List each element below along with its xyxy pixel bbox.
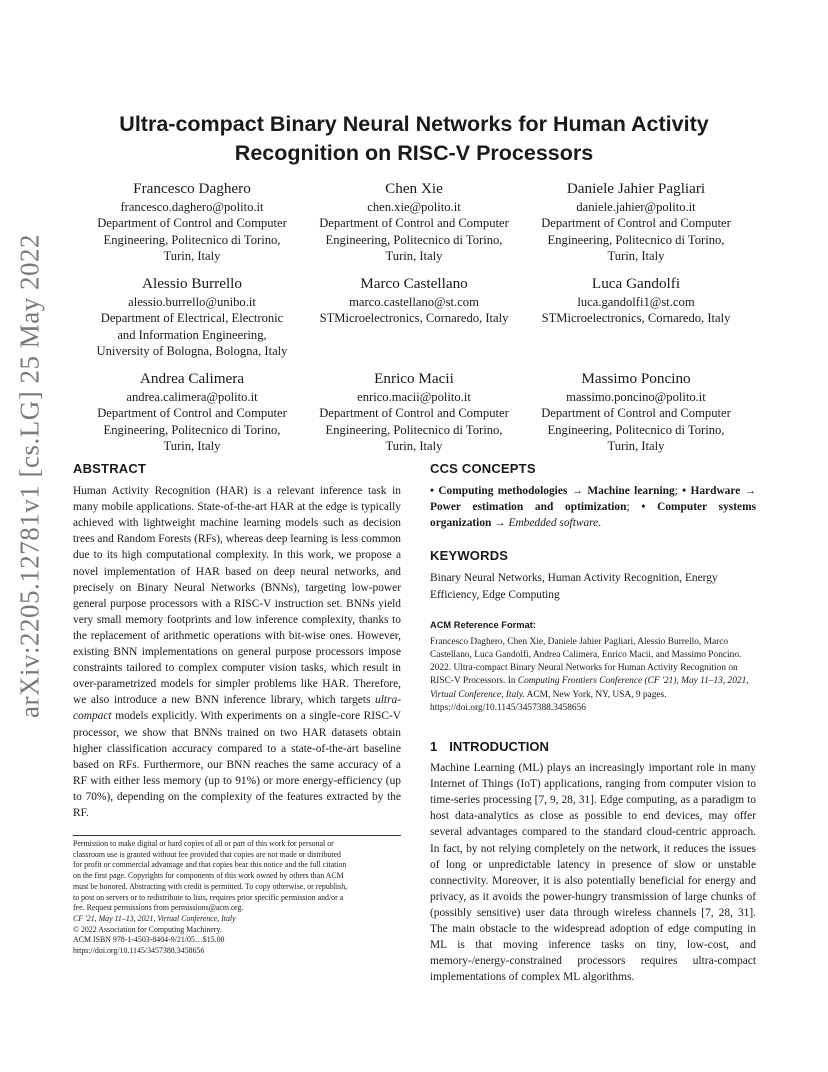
author-name: Luca Gandolfi (591, 275, 681, 292)
author-block (521, 369, 751, 455)
permission-line: classroom use is granted without fee provided that copies are not made or distributed (73, 849, 341, 859)
abstract-emphasis: ultra-compact (73, 694, 401, 723)
author-email: andrea.calimera@polito.it (126, 390, 258, 404)
author-affiliation: University of Bologna, Bologna, Italy (96, 344, 288, 359)
author-email: alessio.burrello@unibo.it (128, 295, 256, 309)
permission-line: Permission to make digital or hard copies of all or part of this work for personal or (73, 839, 334, 848)
author-affiliation: Turin, Italy (607, 439, 665, 454)
author-block (299, 274, 529, 327)
permission-line: fee. Request permissions from permissions@acm.org. (73, 903, 244, 913)
title-line: Ultra-compact Binary Neural Networks for Human Activity (119, 112, 709, 136)
author-email: massimo.poncino@polito.it (566, 390, 706, 404)
author-name: Daniele Jahier Pagliari (566, 180, 706, 197)
author-affiliation: Engineering, Politecnico di Torino, (547, 422, 725, 437)
permission-line: must be honored. Abstracting with credit is permitted. To copy otherwise, or republish, (73, 881, 348, 891)
author-affiliation: Department of Control and Computer (319, 406, 509, 421)
author-email: francesco.daghero@polito.it (120, 200, 264, 214)
author-affiliation: Department of Control and Computer (541, 406, 731, 421)
right-column (430, 461, 756, 985)
author-name: Marco Castellano (360, 275, 468, 292)
author-affiliation: and Information Engineering, (117, 327, 267, 342)
ccs-heading: CCS CONCEPTS (430, 461, 536, 476)
abstract-section (73, 461, 401, 821)
author-block (521, 179, 751, 265)
abstract-heading: ABSTRACT (73, 461, 147, 476)
abstract-text: Human Activity Recognition (HAR) is a relevant inference task in many mobile applications. State-of-the-art HAR at the edge is typically achieved with lightweight machine learning models such as decision trees and Random Forests (RFs), whereas deep learning is less common due to its high computational complexity. In this work, we propose a novel implementation of HAR based on deep neural networks, and precisely on Binary Neural Networks (BNNs), targeting low-power general purpose processors with a RISC-V instruction set. BNNs yield very small memory footprints and low inference complexity, thanks to the replacement of arithmetic operations with bit-wise ones. However, existing BNN implementations on general purpose processors impose constraints tailored to complex computer vision tasks, which result in over-parametrized models for simpler problems like HAR. Therefore, we also introduce a new BNN inference library, which targets (73, 485, 401, 707)
copyright-line: © 2022 Association for Computing Machinery. (73, 924, 222, 934)
author-affiliation: Department of Electrical, Electronic (100, 311, 284, 326)
author-affiliation: Turin, Italy (607, 249, 665, 264)
author-affiliation: Turin, Italy (163, 249, 221, 264)
arxiv-stamp: arXiv:2205.12781v1 [cs.LG] 25 May 2022 (14, 234, 45, 718)
author-affiliation: Engineering, Politecnico di Torino, (103, 422, 281, 437)
author-name: Andrea Calimera (139, 370, 245, 387)
introduction-heading: 1 INTRODUCTION (430, 738, 549, 754)
author-affiliation: Department of Control and Computer (541, 216, 731, 231)
isbn-line: ACM ISBN 978-1-4503-8404-9/21/05…$15.00 (73, 935, 225, 945)
author-name: Alessio Burrello (142, 275, 242, 292)
author-affiliation: Department of Control and Computer (319, 216, 509, 231)
author-affiliation: Turin, Italy (385, 439, 443, 454)
introduction-body: Machine Learning (ML) plays an increasingly important role in many Internet of Things (IoT) applications, ranging from computer vision to time-series processing [7, 9, 28, 31]. Edge computing, as a paradigm to host data-analytics as close as possible to end devices, may offer several advantages compared to the standard cloud-centric approach. In fact, by not relying completely on the network, it reduces the issues of long or unpredictable latency in presence of slow or unstable connectivity. Moreover, it is also potentially beneficial for energy and privacy, as it avoids the power-hungry transmission of large chunks of (possibly sensitive) user data through wireless channels [7, 28, 31]. The main obstacle to the widespread adoption of edge computing in ML is that moving inference tasks on tiny, low-cost, and memory-/energy-constrained processors requires ultra-compact implementations of complex ML algorithms. (430, 762, 756, 984)
author-affiliation: Turin, Italy (163, 439, 221, 454)
permission-line: on the first page. Copyrights for components of this work owned by others than ACM (73, 871, 344, 881)
author-affiliation: Department of Control and Computer (97, 216, 287, 231)
acm-reference-heading: ACM Reference Format: (430, 619, 536, 630)
abstract-body (73, 483, 401, 821)
keywords-text: Binary Neural Networks, Human Activity Recognition, Energy Efficiency, Edge Computing (430, 572, 718, 601)
author-name: Enrico Macii (374, 370, 454, 387)
permission-line: for profit or commercial advantage and that copies bear this notice and the full citation (73, 860, 347, 870)
author-email: chen.xie@polito.it (367, 200, 461, 214)
author-block (299, 369, 529, 455)
author-affiliation: Department of Control and Computer (97, 406, 287, 421)
ccs-concepts: • Computing methodologies → Machine learning; • Hardware → Power estimation and optimization; • Computer systems organization → Embedded software. (430, 485, 757, 530)
title-line: Recognition on RISC-V Processors (234, 141, 594, 165)
author-block (299, 179, 529, 265)
author-affiliation: Engineering, Politecnico di Torino, (547, 232, 725, 247)
author-affiliation: Engineering, Politecnico di Torino, (103, 232, 281, 247)
author-affiliation: STMicroelectronics, Cornaredo, Italy (319, 311, 509, 326)
author-affiliation: Engineering, Politecnico di Torino, (325, 232, 503, 247)
author-name: Francesco Daghero (133, 180, 251, 197)
author-block (77, 369, 307, 455)
abstract-text: models explicitly. With experiments on a single-core RISC-V processor, we show that BNNs trained on two HAR datasets obtain higher classification accuracy compared to a state-of-the-art baseline based on RFs. Furthermore, our BNN reaches the same accuracy of a RF with either less memory (up to 91%) or more energy-efficiency (up to 70%), depending on the complexity of the features extracted by the RF. (73, 710, 401, 819)
author-affiliation: Engineering, Politecnico di Torino, (325, 422, 503, 437)
doi-line: https://doi.org/10.1145/3457388.3458656 (73, 946, 205, 956)
author-block (77, 274, 307, 360)
author-affiliation: Turin, Italy (385, 249, 443, 264)
paper-title (76, 110, 752, 168)
permission-line: to post on servers or to redistribute to lists, requires prior specific permission and/or a (73, 892, 344, 902)
footnote-rule (73, 835, 401, 836)
author-affiliation: STMicroelectronics, Cornaredo, Italy (541, 311, 731, 326)
author-email: luca.gandolfi1@st.com (577, 295, 695, 309)
author-name: Chen Xie (385, 180, 443, 197)
keywords-heading: KEYWORDS (430, 548, 509, 564)
author-email: daniele.jahier@polito.it (576, 200, 696, 214)
permission-notice (73, 839, 403, 957)
author-block (521, 274, 751, 327)
author-name: Massimo Poncino (581, 370, 691, 387)
conference-line: CF '21, May 11–13, 2021, Virtual Conference, Italy (73, 913, 236, 923)
author-email: enrico.macii@polito.it (357, 390, 471, 404)
author-email: marco.castellano@st.com (349, 295, 479, 309)
acm-reference-text: Francesco Daghero, Chen Xie, Daniele Jahier Pagliari, Alessio Burrello, Marco Castellano, Luca Gandolfi, Andrea Calimera, Enrico Macii, and Massimo Poncino. 2022. Ultra-compact Binary Neural Networks for Human Activity Recognition on RISC-V Processors. In Computing Frontiers Conference (CF '21), May 11–13, 2021, Virtual Conference, Italy. ACM, New York, NY, USA, 9 pages. https://doi.org/10.1145/3457388.3458656 (430, 636, 749, 713)
author-block (77, 179, 307, 265)
